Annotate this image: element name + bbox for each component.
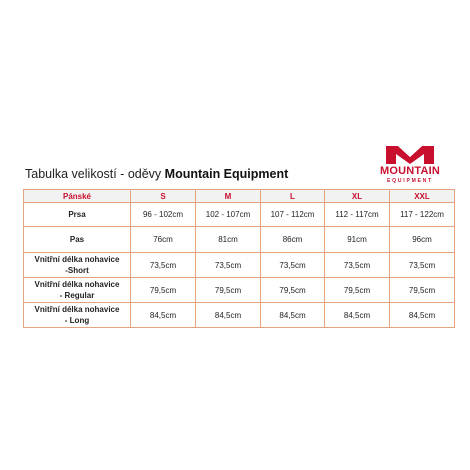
table-row-inseam-long [24,303,455,328]
table-cell: 73,5cm [261,253,325,278]
table-row-inseam-short [24,253,455,278]
table-cell: 79,5cm [196,278,261,303]
table-cell: 117 - 122cm [390,203,455,227]
table-cell: 112 - 117cm [325,203,390,227]
mountain-logo-icon [384,143,436,165]
table-cell: 96 - 102cm [131,203,196,227]
table-cell: 86cm [261,227,325,253]
logo-text-equipment: EQUIPMENT [387,178,433,184]
header-cell-category: Pánské [24,190,131,203]
row-label-text: Vnitřní délka nohavice [34,280,120,289]
table-cell: 84,5cm [261,303,325,328]
header-cell-size-l: L [261,190,325,203]
header-cell-size-m: M [196,190,261,203]
table-cell: 102 - 107cm [196,203,261,227]
logo-text-mountain: MOUNTAIN [379,165,441,177]
table-cell: 79,5cm [261,278,325,303]
table-cell: 73,5cm [131,253,196,278]
table-cell: 84,5cm [131,303,196,328]
row-label-subtext: -Short [65,266,89,275]
row-label-text: Vnitřní délka nohavice [34,255,120,264]
row-label-subtext: - Long [64,316,90,325]
table-cell: 79,5cm [131,278,196,303]
table-cell: 81cm [196,227,261,253]
row-label-text: Pas [69,235,85,244]
header-cell-size-xl: XL [325,190,390,203]
title-brand: Mountain Equipment [164,167,289,181]
table-cell: 76cm [131,227,196,253]
table-cell: 91cm [325,227,390,253]
row-label-chest [24,203,131,227]
table-cell: 84,5cm [325,303,390,328]
table-cell: 107 - 112cm [261,203,325,227]
table-cell: 84,5cm [390,303,455,328]
size-table [23,189,455,328]
table-cell: 73,5cm [196,253,261,278]
title-prefix: Tabulka velikostí - oděvy [25,167,162,181]
table-row-waist [24,227,455,253]
page-title [25,167,288,181]
table-cell: 84,5cm [196,303,261,328]
mountain-equipment-logo [372,143,448,189]
table-row-inseam-regular [24,278,455,303]
table-header-row [24,190,455,203]
table-cell: 73,5cm [325,253,390,278]
row-label-inseam-long [24,303,131,328]
header-cell-size-s: S [131,190,196,203]
row-label-waist [24,227,131,253]
row-label-inseam-short [24,253,131,278]
table-row-chest [24,203,455,227]
table-cell: 79,5cm [390,278,455,303]
row-label-inseam-regular [24,278,131,303]
row-label-text: Vnitřní délka nohavice [34,305,120,314]
table-cell: 96cm [390,227,455,253]
table-cell: 73,5cm [390,253,455,278]
table-cell: 79,5cm [325,278,390,303]
header-cell-size-xxl: XXL [390,190,455,203]
row-label-text: Prsa [68,210,86,219]
row-label-subtext: - Regular [59,291,95,300]
